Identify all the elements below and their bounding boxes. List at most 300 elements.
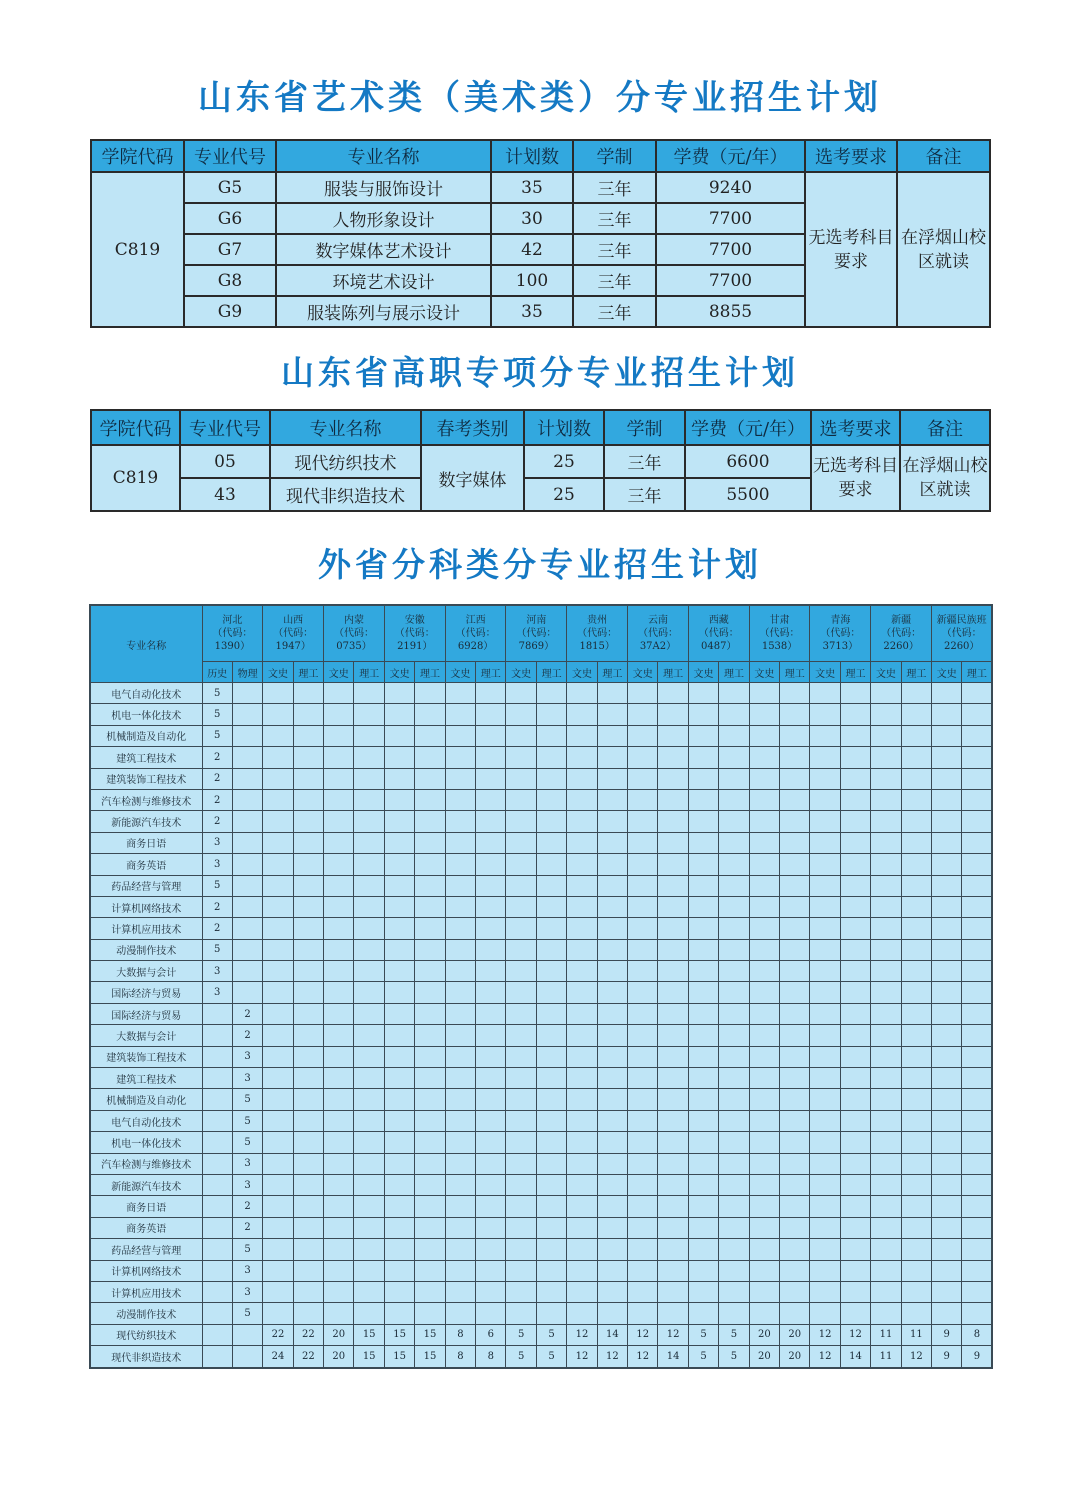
plan-cell [780, 1025, 810, 1046]
plan-cell [840, 1303, 870, 1324]
plan-cell [840, 875, 870, 896]
plan-cell [901, 1132, 931, 1153]
plan-cell [871, 961, 901, 982]
plan-cell [354, 1003, 384, 1024]
subject-header: 文史 [810, 662, 840, 683]
plan-cell [871, 1046, 901, 1067]
plan-cell [962, 747, 992, 768]
plan-cell [567, 875, 597, 896]
province-header [263, 605, 324, 662]
plan-cell [962, 1174, 992, 1195]
plan-cell [293, 768, 323, 789]
plan-cell [932, 1260, 962, 1281]
plan-cell [567, 918, 597, 939]
plan-cell [688, 1068, 718, 1089]
major-code: G8 [184, 265, 276, 296]
plan-cell [658, 1068, 688, 1089]
plan-cell [628, 854, 658, 875]
plan-cell [536, 1260, 566, 1281]
plan-cell [840, 939, 870, 960]
table-row [90, 832, 992, 853]
plan-cell [780, 832, 810, 853]
plan-cell [840, 1281, 870, 1302]
major-name: 计算机应用技术 [90, 918, 202, 939]
plan-cell [476, 768, 506, 789]
plan-cell [871, 1260, 901, 1281]
plan-cell [810, 896, 840, 917]
plan-cell: 12 [597, 1346, 627, 1368]
major-code: G6 [184, 203, 276, 234]
plan-cell [567, 982, 597, 1003]
subject-header: 文史 [324, 662, 354, 683]
college-code: C819 [91, 445, 180, 511]
plan-cell [536, 1068, 566, 1089]
plan-cell [567, 1025, 597, 1046]
plan-cell [688, 1281, 718, 1302]
plan-cell [932, 683, 962, 704]
plan-cell [384, 725, 414, 746]
plan-cell [932, 747, 962, 768]
major-name: 数字媒体艺术设计 [276, 234, 491, 265]
plan-cell [324, 1025, 354, 1046]
plan-cell [719, 939, 749, 960]
plan-cell [445, 1239, 475, 1260]
plan-cell [445, 1281, 475, 1302]
plan-cell [871, 704, 901, 725]
plan-cell [840, 832, 870, 853]
plan-cell [354, 1132, 384, 1153]
plan-cell [415, 1025, 445, 1046]
plan-cell [749, 832, 779, 853]
plan-cell [354, 1174, 384, 1195]
plan-cell [506, 896, 536, 917]
plan-cell [719, 1239, 749, 1260]
plan-cell [810, 704, 840, 725]
plan-cell [202, 1046, 232, 1067]
plan-cell [384, 939, 414, 960]
plan-cell [476, 1046, 506, 1067]
subject-header: 理工 [415, 662, 445, 683]
plan-cell [324, 768, 354, 789]
plan-cell [415, 1132, 445, 1153]
plan-cell [263, 1153, 293, 1174]
plan-cell [202, 1281, 232, 1302]
plan-cell [293, 1303, 323, 1324]
major-name: 现代纺织技术 [90, 1324, 202, 1345]
plan-cell [415, 1153, 445, 1174]
plan-cell [962, 725, 992, 746]
subject-header: 理工 [780, 662, 810, 683]
plan-cell [597, 725, 627, 746]
plan-cell [628, 789, 658, 810]
plan-cell [506, 1174, 536, 1195]
plan-cell [871, 725, 901, 746]
plan-cell [962, 1260, 992, 1281]
plan-cell [506, 768, 536, 789]
plan-cell: 3 [202, 961, 232, 982]
plan-cell [810, 918, 840, 939]
plan-cell [628, 1153, 658, 1174]
plan-cell: 14 [840, 1346, 870, 1368]
plan-cell [688, 1089, 718, 1110]
province-code: （代码：1815） [577, 628, 618, 652]
plan-cell [445, 832, 475, 853]
header-college-code: 学院代码 [91, 410, 180, 445]
major-name: 大数据与会计 [90, 961, 202, 982]
plan-cell [384, 1068, 414, 1089]
plan-cell [962, 1239, 992, 1260]
plan-cell [658, 1132, 688, 1153]
table-row [90, 1260, 992, 1281]
plan-cell [536, 896, 566, 917]
plan-cell [476, 704, 506, 725]
province-header [871, 605, 932, 662]
plan-cell [628, 832, 658, 853]
plan-cell [293, 683, 323, 704]
plan-cell [354, 1303, 384, 1324]
plan-cell [293, 811, 323, 832]
plan-cell: 5 [232, 1089, 262, 1110]
plan-cell [901, 768, 931, 789]
plan-cell [719, 918, 749, 939]
tuition-fee: 7700 [656, 265, 805, 296]
plan-cell [871, 747, 901, 768]
plan-cell [597, 961, 627, 982]
plan-cell [901, 832, 931, 853]
plan-cell [506, 854, 536, 875]
plan-cell [476, 939, 506, 960]
plan-cell [658, 854, 688, 875]
province-name: 内蒙 [343, 615, 364, 626]
plan-cell [932, 725, 962, 746]
plan-cell [932, 768, 962, 789]
plan-cell [962, 704, 992, 725]
plan-cell [202, 1303, 232, 1324]
plan-cell: 12 [901, 1346, 931, 1368]
plan-cell [293, 1196, 323, 1217]
plan-cell [597, 704, 627, 725]
plan-cell: 5 [232, 1110, 262, 1131]
plan-cell [871, 1281, 901, 1302]
plan-cell [415, 1003, 445, 1024]
plan-cell [324, 1153, 354, 1174]
plan-cell [688, 789, 718, 810]
plan-cell [810, 1260, 840, 1281]
plan-cell [719, 725, 749, 746]
plan-cell: 12 [658, 1324, 688, 1345]
plan-cell [810, 832, 840, 853]
plan-cell [840, 683, 870, 704]
subject-requirement: 无选考科目要求 [805, 172, 897, 327]
plan-cell [871, 1174, 901, 1195]
plan-cell [749, 683, 779, 704]
header-note: 备注 [897, 140, 990, 172]
plan-cell [354, 811, 384, 832]
plan-cell [415, 982, 445, 1003]
plan-cell [719, 704, 749, 725]
plan-cell [324, 683, 354, 704]
plan-cell [324, 1089, 354, 1110]
plan-cell [506, 1196, 536, 1217]
plan-cell [384, 1239, 414, 1260]
plan-cell [840, 1153, 870, 1174]
plan-cell [506, 1281, 536, 1302]
plan-cell [567, 683, 597, 704]
plan-cell [962, 1153, 992, 1174]
plan-cell [688, 1303, 718, 1324]
plan-cell [780, 1239, 810, 1260]
plan-cell [263, 725, 293, 746]
plan-cell: 12 [567, 1324, 597, 1345]
plan-cell [871, 1025, 901, 1046]
plan-cell [719, 1003, 749, 1024]
plan-cell [293, 1260, 323, 1281]
plan-cell [536, 1132, 566, 1153]
header-requirement: 选考要求 [805, 140, 897, 172]
plan-cell [871, 1217, 901, 1238]
plan-cell [780, 1217, 810, 1238]
plan-cell [628, 768, 658, 789]
study-years: 三年 [573, 296, 656, 327]
major-name: 建筑工程技术 [90, 1068, 202, 1089]
header-fee: 学费（元/年） [685, 410, 811, 445]
plan-cell [780, 1068, 810, 1089]
province-code: （代码：1947） [273, 628, 314, 652]
plan-cell [293, 832, 323, 853]
plan-cell [597, 1174, 627, 1195]
plan-cell [384, 789, 414, 810]
plan-cell [658, 1217, 688, 1238]
plan-count: 42 [491, 234, 573, 265]
plan-cell [810, 1174, 840, 1195]
plan-cell [780, 1110, 810, 1131]
plan-cell [567, 747, 597, 768]
plan-cell [415, 747, 445, 768]
plan-cell [476, 1217, 506, 1238]
plan-cell [810, 939, 840, 960]
plan-cell [719, 896, 749, 917]
plan-cell [476, 1239, 506, 1260]
plan-cell [597, 1110, 627, 1131]
plan-cell [901, 961, 931, 982]
header-major-name: 专业名称 [270, 410, 421, 445]
plan-cell [354, 683, 384, 704]
plan-cell [384, 832, 414, 853]
plan-cell [749, 725, 779, 746]
plan-cell [354, 918, 384, 939]
plan-cell [445, 768, 475, 789]
plan-cell [901, 896, 931, 917]
plan-cell [749, 811, 779, 832]
plan-cell [597, 1281, 627, 1302]
plan-cell [901, 1046, 931, 1067]
plan-cell: 9 [932, 1346, 962, 1368]
plan-cell [962, 683, 992, 704]
plan-cell [810, 1303, 840, 1324]
plan-cell [536, 1239, 566, 1260]
plan-cell: 5 [202, 683, 232, 704]
plan-cell [536, 1196, 566, 1217]
plan-cell [506, 704, 536, 725]
art-enrollment-table [90, 139, 991, 328]
plan-cell [628, 982, 658, 1003]
major-name: 机械制造及自动化 [90, 725, 202, 746]
plan-cell [415, 1239, 445, 1260]
plan-cell [628, 939, 658, 960]
plan-cell [658, 789, 688, 810]
plan-cell [202, 1153, 232, 1174]
plan-count: 100 [491, 265, 573, 296]
plan-cell: 5 [536, 1324, 566, 1345]
plan-cell [871, 683, 901, 704]
plan-cell [840, 1132, 870, 1153]
plan-cell [840, 1068, 870, 1089]
plan-cell [840, 725, 870, 746]
plan-cell [384, 1174, 414, 1195]
plan-cell [780, 918, 810, 939]
plan-cell [688, 1003, 718, 1024]
table-row [90, 704, 992, 725]
plan-cell [536, 704, 566, 725]
plan-cell [384, 1003, 414, 1024]
plan-cell [293, 854, 323, 875]
plan-cell [384, 1217, 414, 1238]
plan-cell [324, 1003, 354, 1024]
plan-cell [536, 811, 566, 832]
plan-cell [962, 1196, 992, 1217]
plan-cell [476, 1174, 506, 1195]
plan-cell [354, 832, 384, 853]
plan-cell [658, 875, 688, 896]
table-row [90, 982, 992, 1003]
plan-cell: 5 [688, 1346, 718, 1368]
plan-cell [749, 1025, 779, 1046]
plan-cell [232, 982, 262, 1003]
plan-cell [384, 918, 414, 939]
plan-cell [932, 1174, 962, 1195]
plan-cell [415, 725, 445, 746]
subject-header: 文史 [688, 662, 718, 683]
plan-cell [293, 1132, 323, 1153]
plan-cell [232, 875, 262, 896]
plan-cell: 5 [506, 1324, 536, 1345]
province-name: 新疆 [891, 615, 912, 626]
plan-cell: 5 [719, 1324, 749, 1345]
plan-cell [871, 811, 901, 832]
province-header [567, 605, 628, 662]
plan-cell [688, 1196, 718, 1217]
plan-cell [962, 1303, 992, 1324]
plan-cell [749, 1217, 779, 1238]
plan-cell [658, 768, 688, 789]
plan-cell [415, 704, 445, 725]
subject-header: 文史 [263, 662, 293, 683]
plan-cell [932, 1153, 962, 1174]
plan-cell [628, 961, 658, 982]
plan-cell [506, 789, 536, 810]
plan-cell: 20 [780, 1346, 810, 1368]
plan-cell [901, 725, 931, 746]
plan-cell [962, 961, 992, 982]
plan-cell [445, 939, 475, 960]
province-name: 甘肃 [769, 615, 790, 626]
plan-cell [324, 832, 354, 853]
plan-cell [840, 789, 870, 810]
plan-cell [354, 982, 384, 1003]
plan-cell [780, 1153, 810, 1174]
plan-cell [415, 1068, 445, 1089]
study-years: 三年 [573, 234, 656, 265]
plan-cell: 15 [415, 1324, 445, 1345]
plan-cell [415, 896, 445, 917]
plan-cell [628, 875, 658, 896]
plan-cell [749, 704, 779, 725]
plan-cell [597, 875, 627, 896]
plan-cell [658, 1303, 688, 1324]
plan-cell: 5 [202, 704, 232, 725]
plan-count: 30 [491, 203, 573, 234]
table-row [90, 1132, 992, 1153]
plan-cell [962, 832, 992, 853]
section1-title: 山东省艺术类（美术类）分专业招生计划 [198, 78, 882, 118]
plan-cell [202, 1089, 232, 1110]
plan-cell [688, 896, 718, 917]
plan-cell [293, 918, 323, 939]
plan-cell [384, 875, 414, 896]
plan-cell [840, 747, 870, 768]
plan-cell [324, 704, 354, 725]
plan-cell [962, 896, 992, 917]
plan-cell [506, 683, 536, 704]
plan-cell [597, 1025, 627, 1046]
plan-cell [445, 683, 475, 704]
plan-cell [658, 811, 688, 832]
plan-cell [628, 918, 658, 939]
plan-cell [567, 1217, 597, 1238]
plan-cell [202, 1196, 232, 1217]
plan-cell [354, 768, 384, 789]
plan-cell [597, 896, 627, 917]
plan-cell [415, 1281, 445, 1302]
table-row [90, 725, 992, 746]
plan-cell [962, 1046, 992, 1067]
subject-header: 文史 [384, 662, 414, 683]
plan-cell [506, 1025, 536, 1046]
plan-cell [932, 811, 962, 832]
plan-cell [536, 918, 566, 939]
plan-cell: 12 [810, 1346, 840, 1368]
plan-cell [871, 1003, 901, 1024]
plan-cell [384, 1281, 414, 1302]
plan-cell: 3 [202, 982, 232, 1003]
plan-cell: 20 [780, 1324, 810, 1345]
plan-cell [932, 1281, 962, 1302]
plan-cell [263, 918, 293, 939]
plan-cell [658, 1196, 688, 1217]
plan-cell [780, 725, 810, 746]
plan-cell [536, 939, 566, 960]
plan-cell [597, 1003, 627, 1024]
plan-cell [597, 1303, 627, 1324]
plan-cell [445, 725, 475, 746]
plan-cell [719, 811, 749, 832]
plan-cell [901, 1003, 931, 1024]
plan-cell [932, 1217, 962, 1238]
major-name: 现代非织造技术 [90, 1346, 202, 1368]
plan-cell [628, 896, 658, 917]
plan-cell: 15 [354, 1346, 384, 1368]
plan-cell [658, 896, 688, 917]
